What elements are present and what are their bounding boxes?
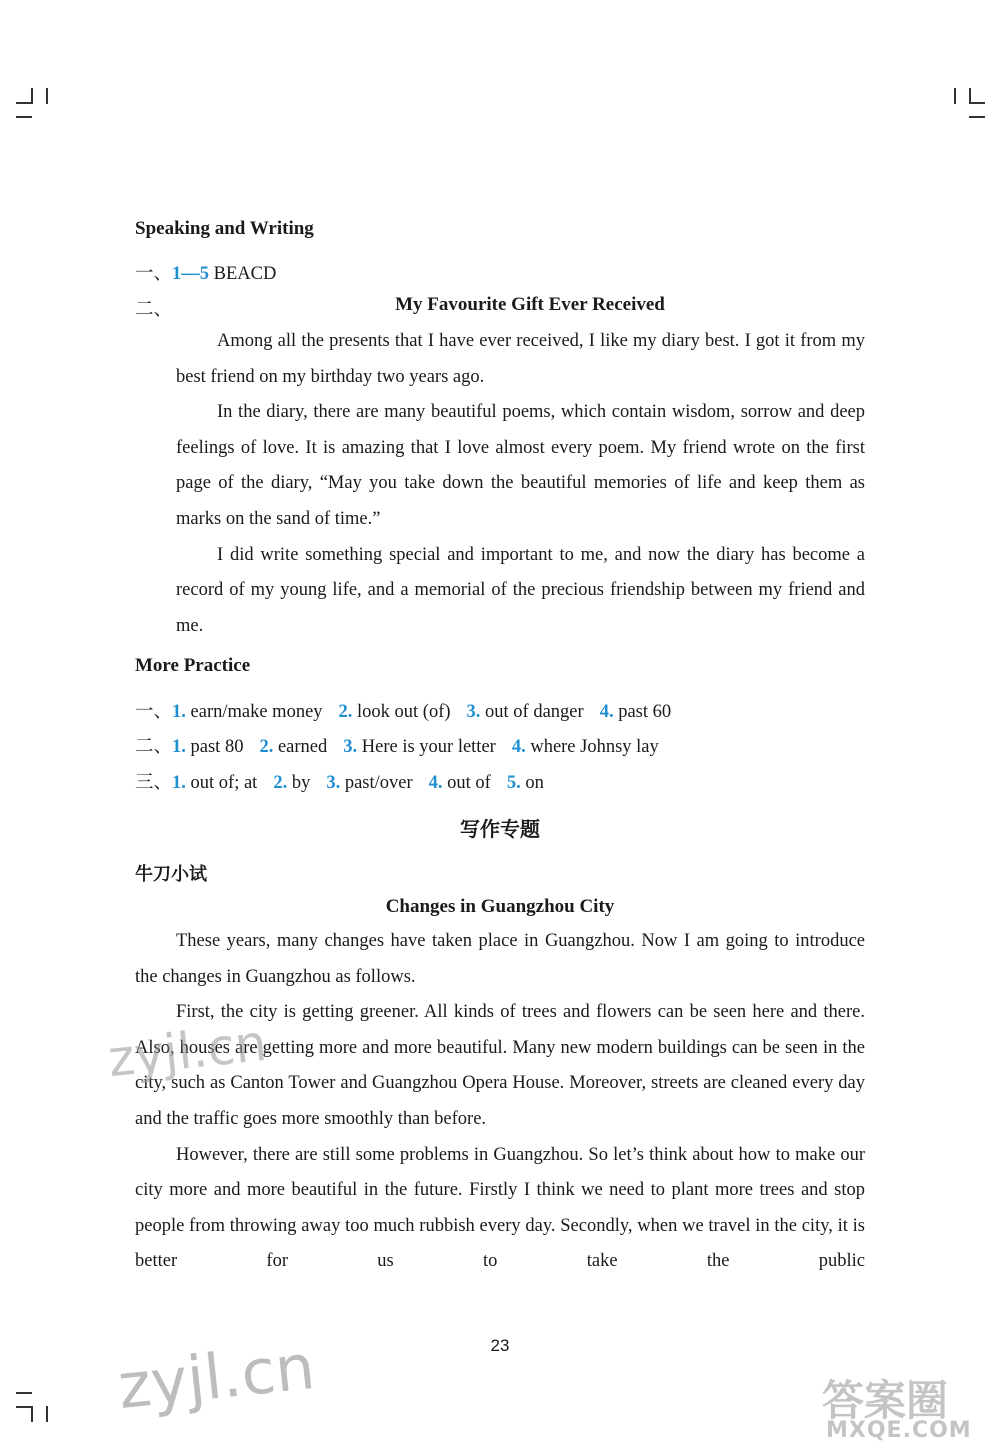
essay-title-gift: My Favourite Gift Ever Received — [395, 294, 665, 315]
essay-guangzhou-body — [135, 924, 865, 1280]
essay-paragraph: Among all the presents that I have ever received, I like my diary best. I got it from my best friend on my birthday two years ago. — [176, 331, 865, 387]
section-heading-trial: 牛刀小试 — [135, 864, 207, 885]
essay-title-guangzhou: Changes in Guangzhou City — [385, 896, 615, 917]
row-marker: 一、 — [135, 264, 173, 284]
answer-text: BEACD — [213, 264, 277, 284]
page-number: 23 — [490, 1336, 510, 1355]
watermark-logo-bottom: zyjl.cn — [114, 1329, 319, 1424]
essay-paragraph: I did write something special and important to me, and now the diary has become a record of my young life, and a memorial of the precious friendship between my friend and me. — [176, 544, 865, 636]
watermark-logo-middle: zyjl.cn — [105, 1013, 270, 1089]
essay-paragraph: However, there are still some problems in Guangzhou. So let’s think about how to make our city more and more beautiful in the future. Firstly I think we need to plant more trees and stop people from throwing away too much rubbish every day. Secondly, when we travel in the city, it is better for us to take the public — [135, 1144, 865, 1272]
section-heading-more-practice: More Practice — [135, 655, 251, 676]
section-title-writing-topic: 写作专题 — [460, 819, 540, 841]
practice-row-1: 一、1. earn/make money 2. look out (of) 3. out of danger 4. past 60 — [135, 702, 672, 722]
answer-row-1 — [135, 259, 276, 285]
essay-paragraph: First, the city is getting greener. All kinds of trees and flowers can be seen here and there. Also, houses are getting more and more beautiful. Many new modern buildings can be seen in the city, such as Canton Tower and Guangzhou Opera House. Moreover, streets are cleaned every day and the traffic goes more smoothly than before. — [135, 1002, 865, 1129]
essay-gift-body — [176, 324, 865, 644]
section-heading-speaking-writing: Speaking and Writing — [135, 218, 314, 239]
question-number: 1—5 — [172, 264, 210, 284]
practice-row-3: 三、1. out of; at 2. by 3. past/over 4. out of 5. on — [135, 773, 544, 793]
essay-paragraph: In the diary, there are many beautiful poems, which contain wisdom, sorrow and deep feelings of love. It is amazing that I love almost every poem. My friend wrote on the first page of the diary, “May you take down the beautiful memories of life and keep them as marks on the sand of time.” — [176, 402, 865, 529]
watermark-site-text: MXQE.COM — [826, 1418, 972, 1443]
practice-row-2: 二、1. past 80 2. earned 3. Here is your letter 4. where Johnsy lay — [135, 737, 659, 757]
row-marker-essay: 二、 — [135, 300, 173, 320]
watermark-answer-logo: 答案圈 — [822, 1376, 949, 1425]
essay-paragraph: These years, many changes have taken place in Guangzhou. Now I am going to introduce the changes in Guangzhou as follows. — [135, 931, 865, 987]
